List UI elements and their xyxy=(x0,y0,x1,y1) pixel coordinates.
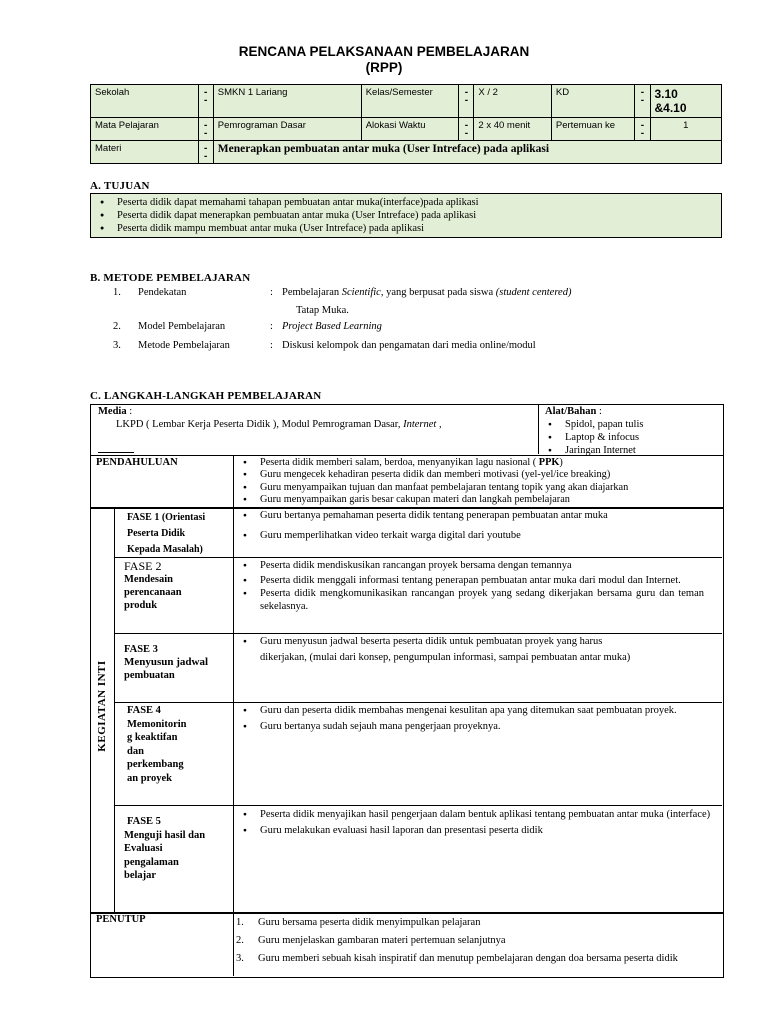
materi-value: Menerapkan pembuatan antar muka (User Intreface) pada aplikasi xyxy=(213,141,721,164)
tujuan-list xyxy=(90,193,722,238)
pertemuan-value: 1 xyxy=(650,118,722,141)
list-item: ● Peserta didik mengkomunikasikan rancangan proyek yang sedang dikerjakan bersama guru dan teman sekelasnya. xyxy=(238,587,704,613)
metode-row-1-label: Pendekatan xyxy=(138,287,187,298)
list-item: ● Spidol, papan tulis xyxy=(543,418,643,431)
divider xyxy=(233,455,234,507)
sekolah-label: Sekolah xyxy=(91,85,199,118)
media-label-line: Media : xyxy=(98,406,133,417)
penutup-label: PENUTUP xyxy=(96,914,146,925)
fase1-list xyxy=(238,509,720,542)
list-item: ● Peserta didik menggali informasi tentang penerapan pembuatan antar muka dari modul dan Internet. xyxy=(238,574,704,587)
fase3-list xyxy=(238,635,720,664)
divider xyxy=(114,557,722,558)
list-item: ● Guru bertanya sudah sejauh mana pengerjaan proyeknya. xyxy=(238,720,678,733)
document-title: RENCANA PELAKSANAAN PEMBELAJARAN xyxy=(238,44,530,59)
sekolah-value: SMKN 1 Lariang xyxy=(213,85,361,118)
mapel-value: Pemrograman Dasar xyxy=(213,118,361,141)
list-item: ● Jaringan Internet xyxy=(543,444,643,457)
metode-row-3-label: Metode Pembelajaran xyxy=(138,340,230,351)
penutup-list xyxy=(236,916,718,965)
list-item: ● Peserta didik dapat memahami tahapan pembuatan antar muka(interface)pada aplikasi xyxy=(91,196,721,209)
list-item: ● Guru menyusun jadwal beserta peserta didik untuk pembuatan proyek yang harus xyxy=(238,635,720,648)
kelas-value: X / 2 xyxy=(474,85,551,118)
separator: - - xyxy=(198,85,213,118)
fase4-label: FASE 4 Memonitorin g keaktifan dan perkembang an proyek xyxy=(127,705,187,784)
materi-label: Materi xyxy=(91,141,199,164)
metode-row-2-num: 2. xyxy=(113,321,121,332)
divider xyxy=(114,507,115,912)
list-item: ● Guru dan peserta didik membahas mengenai kesulitan apa yang ditemukan saat pembuatan proyek. xyxy=(238,704,678,717)
alokasi-value: 2 x 40 menit xyxy=(474,118,551,141)
fase3-label: FASE 3 Menyusun jadwal pembuatan xyxy=(124,644,209,681)
list-item: ● Peserta didik mendiskusikan rancangan proyek bersama dengan temannya xyxy=(238,559,704,572)
list-item: 3. Guru memberi sebuah kisah inspiratif dan menutup pembelajaran dengan doa bersama peserta didik xyxy=(236,953,678,964)
list-item: ● Peserta didik mampu membuat antar muka (User Intreface) pada aplikasi xyxy=(91,222,721,235)
fase1-label: FASE 1 (Orientasi Peserta Didik Kepada Masalah) xyxy=(127,512,206,555)
list-item: 2. Guru menjelaskan gambaran materi pertemuan selanjutnya xyxy=(236,935,506,946)
metode-row-1-num: 1. xyxy=(113,287,121,298)
fase4-list xyxy=(238,704,678,733)
document-subtitle: (RPP) xyxy=(365,60,403,75)
divider xyxy=(233,912,234,976)
list-item: ● Guru melakukan evaluasi hasil laporan dan presentasi peserta didik xyxy=(238,824,720,837)
list-item: ● Guru bertanya pemahaman peserta didik tentang penerapan pembuatan antar muka xyxy=(238,509,720,522)
divider xyxy=(538,404,539,454)
divider xyxy=(233,507,234,912)
separator: - - xyxy=(635,118,650,141)
divider xyxy=(114,633,722,634)
metode-row-3-colon: : xyxy=(270,340,273,351)
list-item: ● Guru mengecek kehadiran peserta didik dan memberi motivasi (yel-yel/ice breaking) xyxy=(238,469,720,481)
list-item: ● Guru menyampaikan tujuan dan manfaat pembelajaran tentang topik yang akan diajarkan xyxy=(238,482,720,494)
separator: - - xyxy=(198,118,213,141)
list-item: 1. Guru bersama peserta didik menyimpulkan pelajaran xyxy=(236,917,481,928)
fase2-list xyxy=(238,559,704,613)
metode-heading: B. METODE PEMBELAJARAN xyxy=(90,272,251,284)
langkah-heading: C. LANGKAH-LANGKAH PEMBELAJARAN xyxy=(90,390,322,402)
kd-value: 3.10 &4.10 xyxy=(650,85,722,118)
fase2-title: FASE 2 xyxy=(124,559,162,573)
metode-row-1-value: Pembelajaran Scientific, yang berpusat pada siswa (student centered) xyxy=(282,287,572,298)
list-item: ● Peserta didik dapat menerapkan pembuatan antar muka (User Intreface) pada aplikasi xyxy=(91,209,721,222)
pertemuan-label: Pertemuan ke xyxy=(551,118,635,141)
separator: - - xyxy=(635,85,650,118)
tujuan-heading: A. TUJUAN xyxy=(90,180,150,192)
pendahuluan-list xyxy=(238,457,720,506)
fase5-list xyxy=(238,808,720,837)
list-item: ● Peserta didik memberi salam, berdoa, menyanyikan lagu nasional ( PPK) xyxy=(238,457,720,469)
kd-label: KD xyxy=(551,85,635,118)
list-item: ● Guru memperlihatkan video terkait warga digital dari youtube xyxy=(238,529,720,542)
identity-table xyxy=(90,84,722,164)
kelas-label: Kelas/Semester xyxy=(361,85,459,118)
separator: - - xyxy=(459,118,474,141)
metode-row-2-value: Project Based Learning xyxy=(282,321,382,332)
metode-row-3-num: 3. xyxy=(113,340,121,351)
alat-label-line: Alat/Bahan : xyxy=(545,406,602,417)
list-item: ● Laptop & infocus xyxy=(543,431,643,444)
pendahuluan-label: PENDAHULUAN xyxy=(96,457,178,468)
list-item: ● Peserta didik menyajikan hasil pengerjaan dalam bentuk aplikasi tentang pembuatan antar muka (interface) xyxy=(238,808,720,821)
divider xyxy=(114,805,722,806)
metode-row-2-label: Model Pembelajaran xyxy=(138,321,226,332)
alat-list xyxy=(543,418,643,457)
divider xyxy=(114,702,722,703)
mapel-label: Mata Pelajaran xyxy=(91,118,199,141)
metode-row-3-value: Diskusi kelompok dan pengamatan dari media online/modul xyxy=(282,340,536,351)
fase5-label: FASE 5 Menguji hasil dan Evaluasi pengalaman belajar xyxy=(124,816,206,881)
separator: - - xyxy=(198,141,213,164)
list-item-continuation: dikerjakan, (mulai dari konsep, pengumpulan informasi, sampai pembuatan antar muka) xyxy=(260,652,631,663)
divider xyxy=(98,452,134,453)
media-text: LKPD ( Lembar Kerja Peserta Didik ), Modul Pemrograman Dasar, Internet , xyxy=(116,419,442,430)
kegiatan-inti-label: KEGIATAN INTI xyxy=(96,660,108,752)
list-item: ● Guru menyampaikan garis besar cakupan materi dan langkah pembelajaran xyxy=(238,494,720,506)
alokasi-label: Alokasi Waktu xyxy=(361,118,459,141)
metode-row-1-colon: : xyxy=(270,287,273,298)
fase2-label: Mendesain perencanaan produk xyxy=(124,574,182,611)
separator: - - xyxy=(459,85,474,118)
metode-row-2-colon: : xyxy=(270,321,273,332)
metode-row-1-value-line2: Tatap Muka. xyxy=(296,305,349,316)
